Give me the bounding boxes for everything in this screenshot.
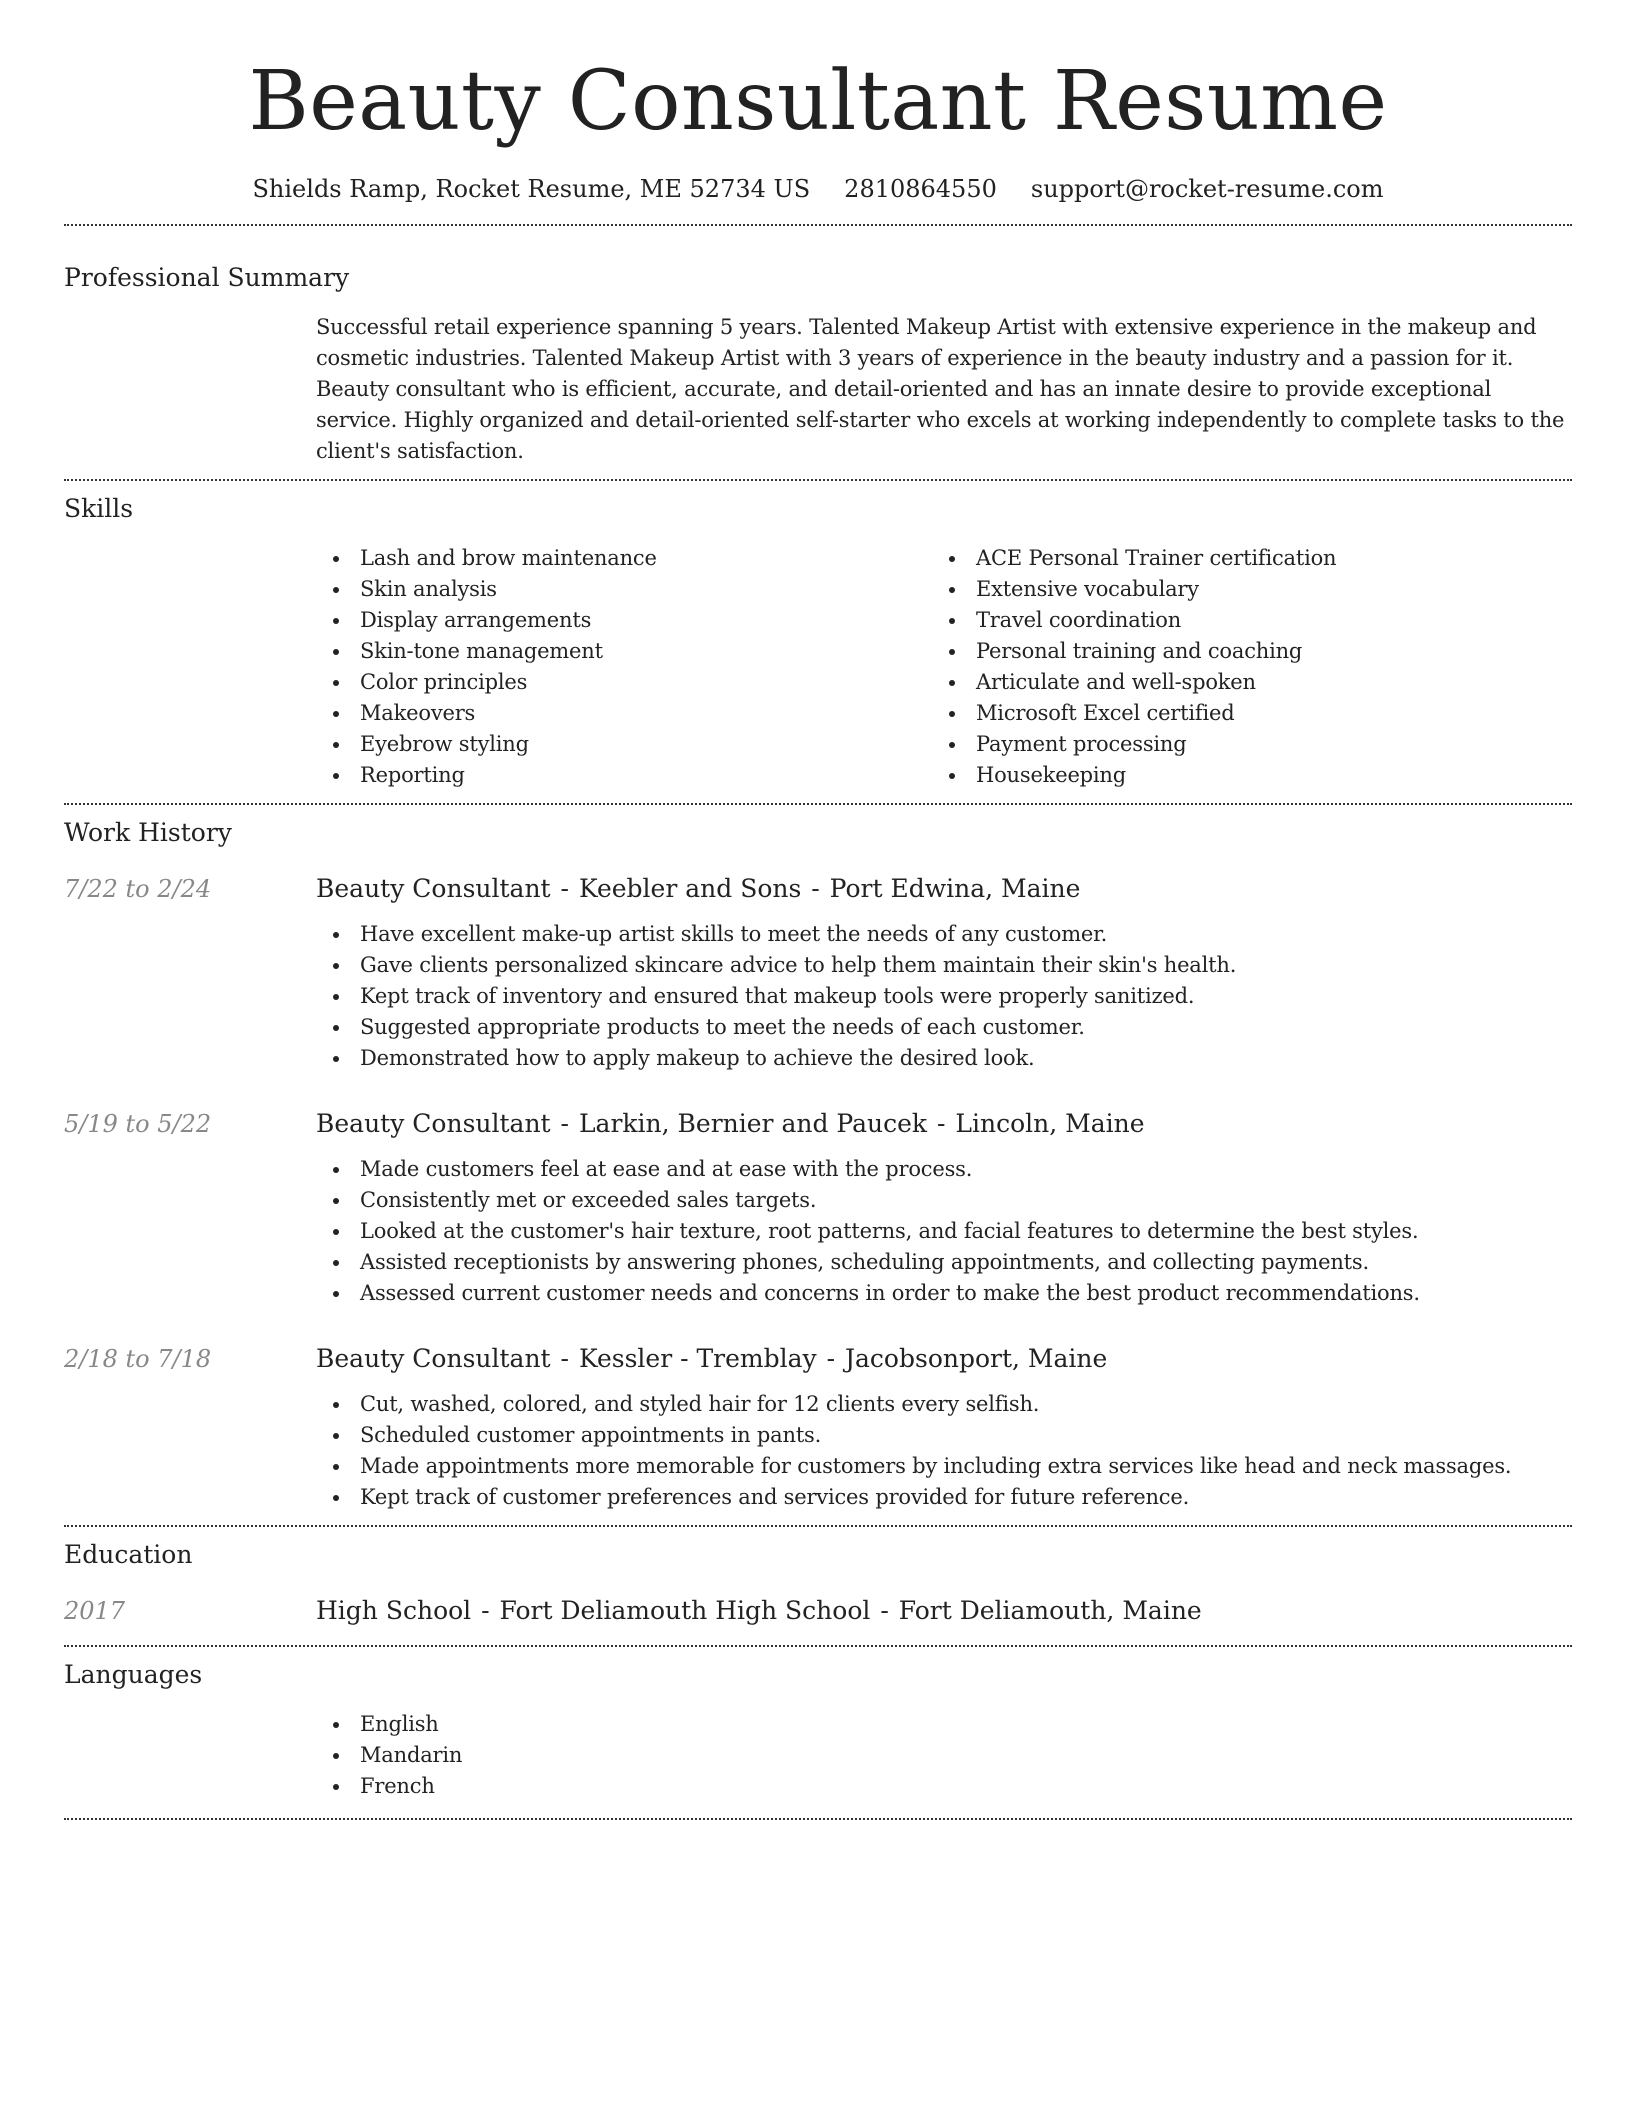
job-bullet: Suggested appropriate products to meet the needs of each customer. — [316, 1012, 1572, 1043]
work-section — [64, 805, 1572, 1513]
job-bullet: Assisted receptionists by answering phones, scheduling appointments, and collecting payments. — [316, 1247, 1572, 1278]
job-company: Kessler - Tremblay — [578, 1344, 817, 1373]
education-section — [64, 1527, 1572, 1629]
summary-title: Professional Summary — [64, 263, 350, 292]
job-dates: 2/18 to 7/18 — [64, 1345, 212, 1373]
job-bullet: Assessed current customer needs and concerns in order to make the best product recommendations. — [316, 1278, 1572, 1309]
job-dates: 7/22 to 2/24 — [64, 875, 212, 903]
job-bullet: Gave clients personalized skincare advice to help them maintain their skin's health. — [316, 950, 1572, 981]
summary-section — [64, 226, 1572, 467]
skill-item: Skin analysis — [316, 574, 932, 605]
education-title-line: High School - Fort Deliamouth High School - Fort Deliamouth, Maine — [316, 1596, 1202, 1625]
skill-item: Makeovers — [316, 698, 932, 729]
job-title: Beauty Consultant - Keebler and Sons - Port Edwina, Maine — [316, 874, 1081, 903]
job-title: Beauty Consultant - Kessler - Tremblay - Jacobsonport, Maine — [316, 1344, 1108, 1373]
languages-list — [316, 1709, 1572, 1802]
job-location: Lincoln, Maine — [955, 1109, 1145, 1138]
skill-item: Payment processing — [932, 729, 1548, 760]
skill-item: Travel coordination — [932, 605, 1548, 636]
skill-item: Reporting — [316, 760, 932, 791]
resume-name: Beauty Consultant Resume — [248, 54, 1388, 149]
languages-section — [64, 1647, 1572, 1802]
job-dates: 5/19 to 5/22 — [64, 1110, 212, 1138]
job-title: Beauty Consultant - Larkin, Bernier and Paucek - Lincoln, Maine — [316, 1109, 1145, 1138]
job-bullet: Kept track of customer preferences and services provided for future reference. — [316, 1482, 1572, 1513]
education-degree: High School — [316, 1596, 472, 1625]
contact-email: support@rocket-resume.com — [1030, 175, 1384, 203]
contact-phone: 2810864550 — [844, 175, 997, 203]
job-bullets — [316, 1389, 1572, 1513]
job-location: Port Edwina, Maine — [829, 874, 1081, 903]
resume-header — [64, 0, 1572, 206]
skill-item: Articulate and well-spoken — [932, 667, 1548, 698]
skill-item: Personal training and coaching — [932, 636, 1548, 667]
job-entry — [64, 1341, 1572, 1513]
job-bullet: Made customers feel at ease and at ease with the process. — [316, 1154, 1572, 1185]
skill-item: ACE Personal Trainer certification — [932, 543, 1548, 574]
job-bullet: Consistently met or exceeded sales targets. — [316, 1185, 1572, 1216]
job-bullet: Made appointments more memorable for customers by including extra services like head and neck massages. — [316, 1451, 1572, 1482]
job-bullet: Scheduled customer appointments in pants. — [316, 1420, 1572, 1451]
education-location: Fort Deliamouth, Maine — [898, 1596, 1202, 1625]
language-item: Mandarin — [316, 1740, 1572, 1771]
job-role: Beauty Consultant — [316, 1109, 551, 1138]
job-bullet: Looked at the customer's hair texture, root patterns, and facial features to determine the best styles. — [316, 1216, 1572, 1247]
job-entry — [64, 1106, 1572, 1309]
job-company: Keebler and Sons — [578, 874, 802, 903]
resume-page — [64, 0, 1572, 1820]
skill-item: Color principles — [316, 667, 932, 698]
summary-text: Successful retail experience spanning 5 years. Talented Makeup Artist with extensive experience in the makeup and cosmetic industries. Talented Makeup Artist with 3 years of experience in the beauty industry and a passion for it. Beauty consultant who is efficient, accurate, and detail-oriented and has an innate desire to provide exceptional service. Highly organized and detail-oriented self-starter who excels at working independently to complete tasks to the client's satisfaction. — [316, 315, 1565, 463]
skill-item: Microsoft Excel certified — [932, 698, 1548, 729]
skill-item: Eyebrow styling — [316, 729, 932, 760]
work-title: Work History — [64, 818, 232, 847]
divider — [64, 1818, 1572, 1820]
languages-title: Languages — [64, 1660, 203, 1689]
skill-item: Housekeeping — [932, 760, 1548, 791]
skills-list-left — [316, 543, 932, 791]
job-bullet: Demonstrated how to apply makeup to achieve the desired look. — [316, 1043, 1572, 1074]
language-item: French — [316, 1771, 1572, 1802]
job-entry — [64, 871, 1572, 1074]
contact-address: Shields Ramp, Rocket Resume, ME 52734 US — [252, 175, 811, 203]
job-bullets — [316, 1154, 1572, 1309]
skills-list-right — [932, 543, 1548, 791]
education-school: Fort Deliamouth High School — [499, 1596, 871, 1625]
skill-item: Display arrangements — [316, 605, 932, 636]
job-bullets — [316, 919, 1572, 1074]
language-item: English — [316, 1709, 1572, 1740]
contact-line — [64, 172, 1572, 206]
skill-item: Lash and brow maintenance — [316, 543, 932, 574]
job-role: Beauty Consultant — [316, 874, 551, 903]
job-bullet: Have excellent make-up artist skills to meet the needs of any customer. — [316, 919, 1572, 950]
skills-section — [64, 481, 1572, 791]
education-year: 2017 — [64, 1597, 126, 1625]
job-bullet: Cut, washed, colored, and styled hair for 12 clients every selfish. — [316, 1389, 1572, 1420]
skill-item: Extensive vocabulary — [932, 574, 1548, 605]
job-company: Larkin, Bernier and Paucek — [578, 1109, 928, 1138]
education-title: Education — [64, 1540, 193, 1569]
job-bullet: Kept track of inventory and ensured that makeup tools were properly sanitized. — [316, 981, 1572, 1012]
skill-item: Skin-tone management — [316, 636, 932, 667]
skills-title: Skills — [64, 494, 134, 523]
job-role: Beauty Consultant — [316, 1344, 551, 1373]
job-location: Jacobsonport, Maine — [845, 1344, 1108, 1373]
education-entry — [64, 1593, 1572, 1629]
